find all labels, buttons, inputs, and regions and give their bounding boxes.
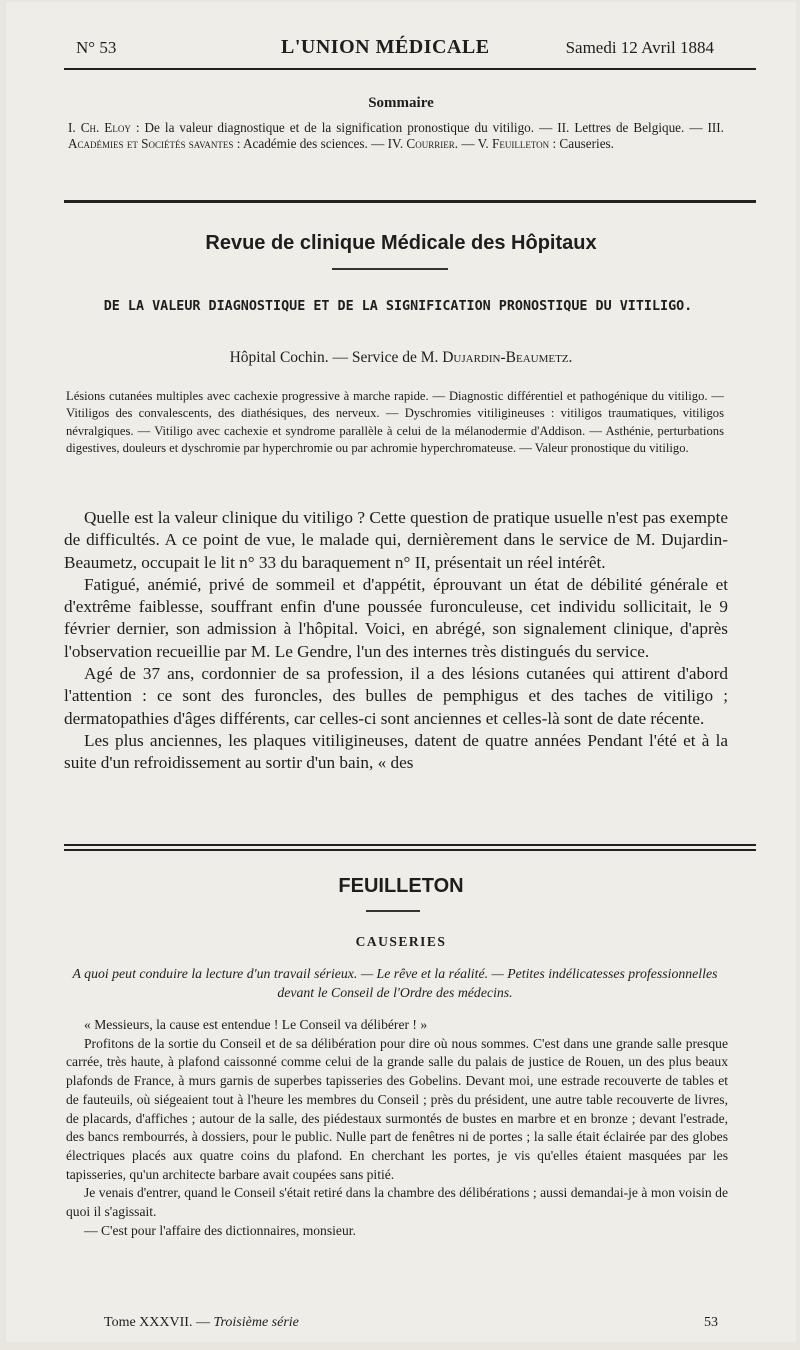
feuilleton-paragraph: Profitons de la sortie du Conseil et de sa délibération pour dire où nous sommes. C'est dans une grande salle presque carrée, très haute, à plafond caissonné comme celui de la grande salle du palais de justice de Rouen, un des plus beaux plafonds de France, à murs garnis de superbes tapisseries des Gobelins. Devant moi, une estrade recouverte de tables et de fauteuils, où siégeaient tout à l'heure les membres du Conseil ; près du président, une autre table recouverte de livres, de placards, d'affiches ; autour de la salle, des piédestaux surmontés de bustes en marbre et en bronze ; devant l'estrade, des bancs rembourrés, à dossiers, pour le public. Nulle part de fenêtres ni de portes ; la salle était éclairée par des globes électriques placés aux quatre coins du plafond. En cherchant les portes, je vis qu'elles étaient masquées par les tapisseries, qu'un architecte barbare avait coupées sans pitié. — [66, 1035, 728, 1182]
sommaire-item1-text: : De la valeur diagnostique et de la signification pronostique du vitiligo. — II. Lettres de Belgique. — III. — [130, 120, 724, 135]
article-hospital-line — [6, 349, 796, 367]
sommaire-item1-prefix: I. — [68, 120, 81, 135]
causeries-title: CAUSERIES — [355, 934, 447, 949]
sommaire-contents — [68, 120, 724, 152]
hospital-suffix: . — [568, 349, 573, 366]
feuilleton-title: FEUILLETON — [338, 875, 464, 897]
sommaire-rule — [64, 200, 756, 203]
sommaire-title: Sommaire — [368, 95, 434, 111]
sommaire-item4-label: Courrier — [406, 136, 455, 151]
header-rule — [64, 68, 756, 70]
feuilleton-paragraph: Je venais d'entrer, quand le Conseil s'était retiré dans la chambre des délibérations ; aussi demandai-je à mon voisin de quoi il s'agissait. — [66, 1185, 728, 1220]
sommaire-item5-text: : Causeries. — [549, 136, 614, 151]
sommaire-item3-text: : Académie des sciences. — IV. — [233, 136, 407, 151]
article-title: DE LA VALEUR DIAGNOSTIQUE ET DE LA SIGNIFICATION PRONOSTIQUE DU VITILIGO. — [103, 299, 693, 314]
article-summary: Lésions cutanées multiples avec cachexie progressive à marche rapide. — Diagnostic différentiel et pathogénique du vitiligo. — Vitiligos des convalescents, des diathésiques, des nerveux. — Dyschromies vitiligineuses : vitiligos traumatiques, vitiligos névralgiques. — Vitiligo avec cachexie et syndrome parallèle à celui de la mélanodermie d'Addison. — Asthénie, perturbations digestives, douleurs et dyschromie par hyperchromie ou par achromie hyperchromateuse. — Valeur pronostique du vitiligo. — [66, 389, 724, 456]
series-label: Troisième série — [213, 1315, 299, 1330]
feuilleton-paragraph: « Messieurs, la cause est entendue ! Le Conseil va délibérer ! » — [84, 1017, 428, 1032]
article-paragraph: Agé de 37 ans, cordonnier de sa profession, il a des lésions cutanées qui attirent d'abord l'attention : ce sont des furoncles, des bulles de pemphigus et des taches de vitiligo ; dermatopathies d'âges différents, car celles-ci sont anciennes et celles-là sont de date récente. — [64, 664, 728, 728]
sommaire-author: Ch. Eloy — [80, 120, 131, 135]
sommaire-item5-prefix: . — V. — [454, 136, 492, 151]
article-body — [64, 507, 728, 775]
section-title: Revue de clinique Médicale des Hôpitaux — [205, 232, 597, 254]
article-paragraph: Quelle est la valeur clinique du vitiligo ? Cette question de pratique usuelle n'est pas exempte de difficultés. A ce point de vue, le malade qui, dernièrement dans le service de M. Dujardin-Beaumetz, occupait le lit n° 33 du baraquement n° II, présentait un réel intérêt. — [64, 508, 728, 572]
section-title-rule — [332, 268, 448, 270]
feuilleton-rule-top — [64, 844, 756, 846]
feuilleton-rule-bottom — [64, 849, 756, 851]
issue-date: Samedi 12 Avril 1884 — [565, 38, 714, 57]
article-paragraph: Les plus anciennes, les plaques vitiligineuses, datent de quatre années Pendant l'été et à la suite d'un refroidissement au sortir d'un bain, « des — [64, 730, 728, 773]
feuilleton-body — [66, 1016, 728, 1240]
sommaire-item3-label: Académies et Sociétés savantes — [68, 136, 234, 151]
journal-title: L'UNION MÉDICALE — [281, 36, 490, 58]
page-footer — [104, 1315, 718, 1335]
page-header — [76, 36, 714, 62]
sommaire-item5-label: Feuilleton — [492, 136, 550, 151]
article-paragraph: Fatigué, anémié, privé de sommeil et d'appétit, éprouvant un état de débilité générale et d'extrême faiblesse, souffrant enfin d'une poussée furonculeuse, cet individu sollicitait, le 9 février dernier, son admission à l'hôpital. Voici, en abrégé, son signalement clinique, d'après l'observation recueillie par M. Le Gendre, l'un des internes très distingués du service. — [64, 574, 728, 661]
issue-number: N° 53 — [76, 38, 117, 57]
volume-info — [104, 1315, 299, 1331]
newspaper-page — [6, 2, 796, 1342]
hospital-doctor: Dujardin-Beaumetz — [442, 349, 569, 366]
causeries-topics: A quoi peut conduire la lecture d'un travail sérieux. — Le rêve et la réalité. — Petites indélicatesses professionnelles devant le Conseil de l'Ordre des médecins. — [72, 966, 718, 1000]
feuilleton-title-rule — [366, 910, 420, 912]
page-number: 53 — [704, 1315, 718, 1330]
feuilleton-paragraph: — C'est pour l'affaire des dictionnaires, monsieur. — [84, 1222, 356, 1238]
volume-label: Tome XXXVII. — — [104, 1315, 214, 1330]
hospital-prefix: Hôpital Cochin. — Service de M. — [229, 349, 443, 366]
